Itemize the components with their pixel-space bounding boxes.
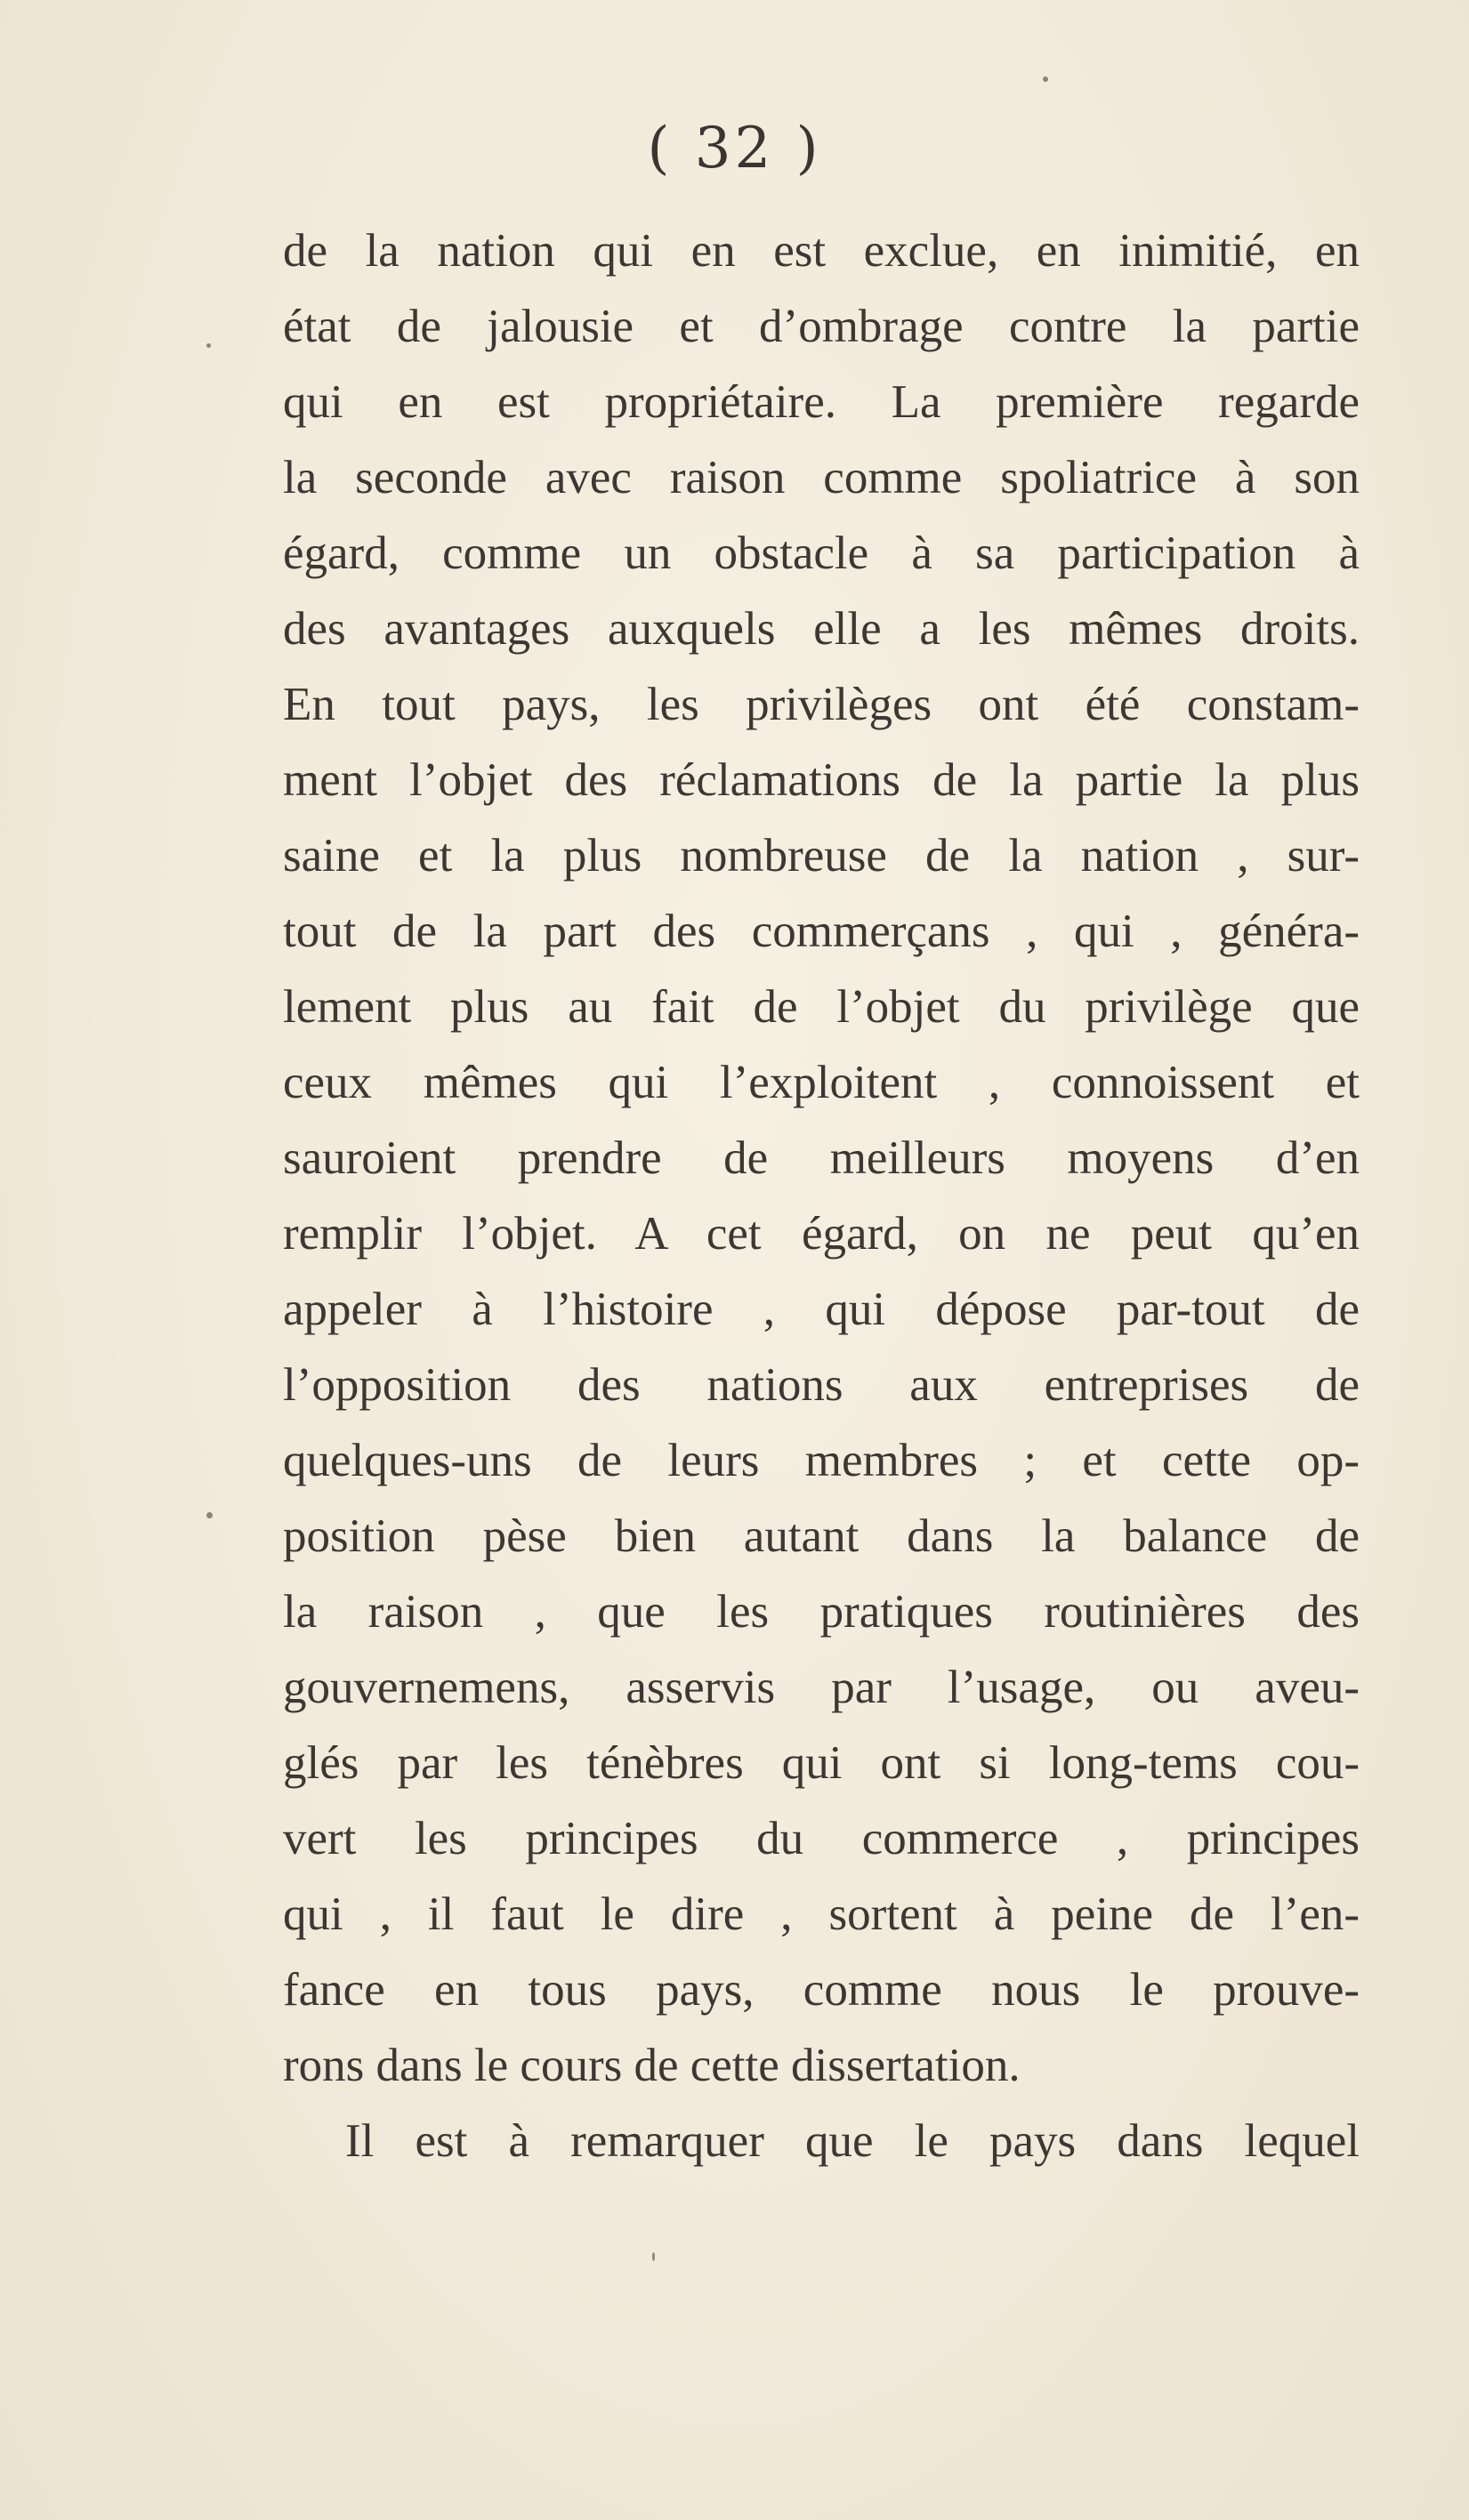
text-line: Il est à remarquer que le pays dans lequel xyxy=(345,2115,1360,2167)
text-line: lement plus au fait de l’objet du privilège que xyxy=(283,981,1360,1033)
text-line: l’opposition des nations aux entreprises de xyxy=(283,1359,1360,1411)
text-line: égard, comme un obstacle à sa participation à xyxy=(283,527,1360,579)
text-line: des avantages auxquels elle a les mêmes droits. xyxy=(283,603,1360,655)
text-line: sauroient prendre de meilleurs moyens d’en xyxy=(283,1132,1360,1184)
text-line: tout de la part des commerçans , qui , généra- xyxy=(283,906,1360,957)
text-line: qui , il faut le dire , sortent à peine de l’en- xyxy=(283,1888,1360,1940)
text-line: appeler à l’histoire , qui dépose par-tout de xyxy=(283,1284,1360,1335)
text-line: gouvernemens, asservis par l’usage, ou aveu- xyxy=(283,1662,1360,1713)
paper-speck xyxy=(652,2252,655,2261)
text-line: glés par les ténèbres qui ont si long-tems cou- xyxy=(283,1737,1360,1789)
text-line: fance en tous pays, comme nous le prouve- xyxy=(283,1964,1360,2016)
text-line: état de jalousie et d’ombrage contre la partie xyxy=(283,301,1360,352)
paper-speck xyxy=(206,1512,213,1518)
text-line: la seconde avec raison comme spoliatrice à son xyxy=(283,452,1360,503)
text-line: En tout pays, les privilèges ont été constam- xyxy=(283,679,1360,730)
text-line: quelques-uns de leurs membres ; et cette op- xyxy=(283,1435,1360,1486)
text-line: rons dans le cours de cette dissertation. xyxy=(283,2040,1021,2091)
paper-speck xyxy=(206,343,211,348)
text-line: de la nation qui en est exclue, en inimitié, en xyxy=(283,225,1360,277)
text-line: qui en est propriétaire. La première regarde xyxy=(283,376,1360,428)
body-text xyxy=(283,213,1360,2179)
text-line: ceux mêmes qui l’exploitent , connoissent et xyxy=(283,1057,1360,1108)
page-number: ( 32 ) xyxy=(647,116,822,181)
text-line: saine et la plus nombreuse de la nation , sur- xyxy=(283,830,1360,882)
text-line: remplir l’objet. A cet égard, on ne peut qu’en xyxy=(283,1208,1360,1260)
paper-speck xyxy=(1043,76,1048,82)
text-line: ment l’objet des réclamations de la partie la plus xyxy=(283,754,1360,806)
text-line: vert les principes du commerce , principes xyxy=(283,1813,1360,1864)
text-line: position pèse bien autant dans la balance de xyxy=(283,1510,1360,1562)
text-line: la raison , que les pratiques routinières des xyxy=(283,1586,1360,1638)
